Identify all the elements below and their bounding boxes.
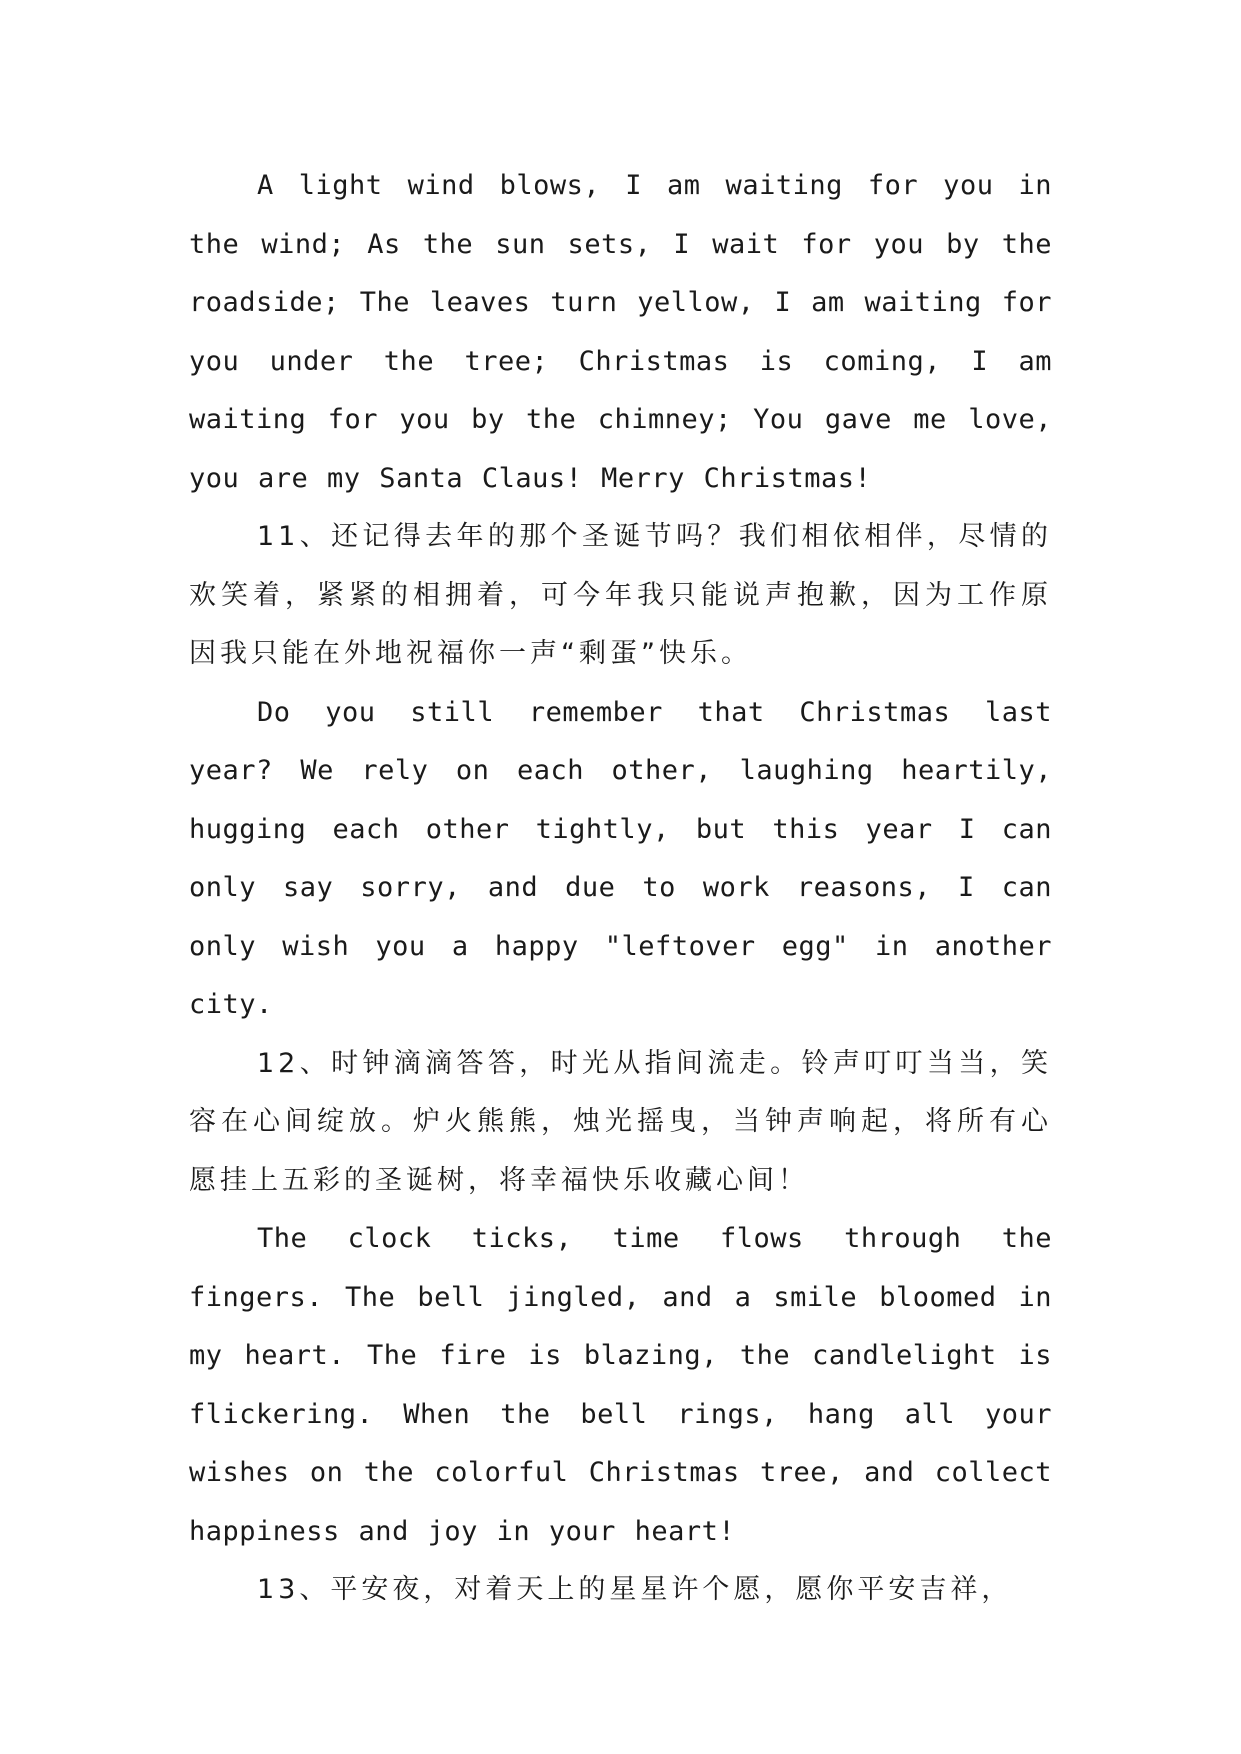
paragraph-english-remember: Do you still remember that Christmas last year? We rely on each other, laughing heartily, hugging each other tightly, but this year I can only say sorry, and due to work reasons, I can only wish you a happy "leftover egg" in another city. [189,696,1052,1020]
document-body [189,157,1052,1620]
paragraph-english-clock: The clock ticks, time flows through the fingers. The bell jingled, and a smile bloomed in my heart. The fire is blazing, the candlelight is flickering. When the bell rings, hang all your wishes on the colorful Christmas tree, and collect happiness and joy in your heart! [189,1223,1052,1547]
paragraph-chinese-12: 12、时钟滴滴答答，时光从指间流走。铃声叮叮当当，笑容在心间绽放。炉火熊熊，烛光摇曳，当钟声响起，将所有心愿挂上五彩的圣诞树，将幸福快乐收藏心间！ [189,1047,1052,1196]
paragraph-chinese-13: 13、平安夜，对着天上的星星许个愿，愿你平安吉祥， [257,1574,1013,1605]
paragraph-english-wind: A light wind blows, I am waiting for you in the wind; As the sun sets, I wait for you by the roadside; The leaves turn yellow, I am waiting for you under the tree; Christmas is coming, I am waiting for you by the chimney; You gave me love, you are my Santa Claus! Merry Christmas! [189,170,1052,494]
paragraph-chinese-11: 11、还记得去年的那个圣诞节吗？我们相依相伴，尽情的欢笑着，紧紧的相拥着，可今年我只能说声抱歉，因为工作原因我只能在外地祝福你一声“剩蛋”快乐。 [189,521,1052,669]
